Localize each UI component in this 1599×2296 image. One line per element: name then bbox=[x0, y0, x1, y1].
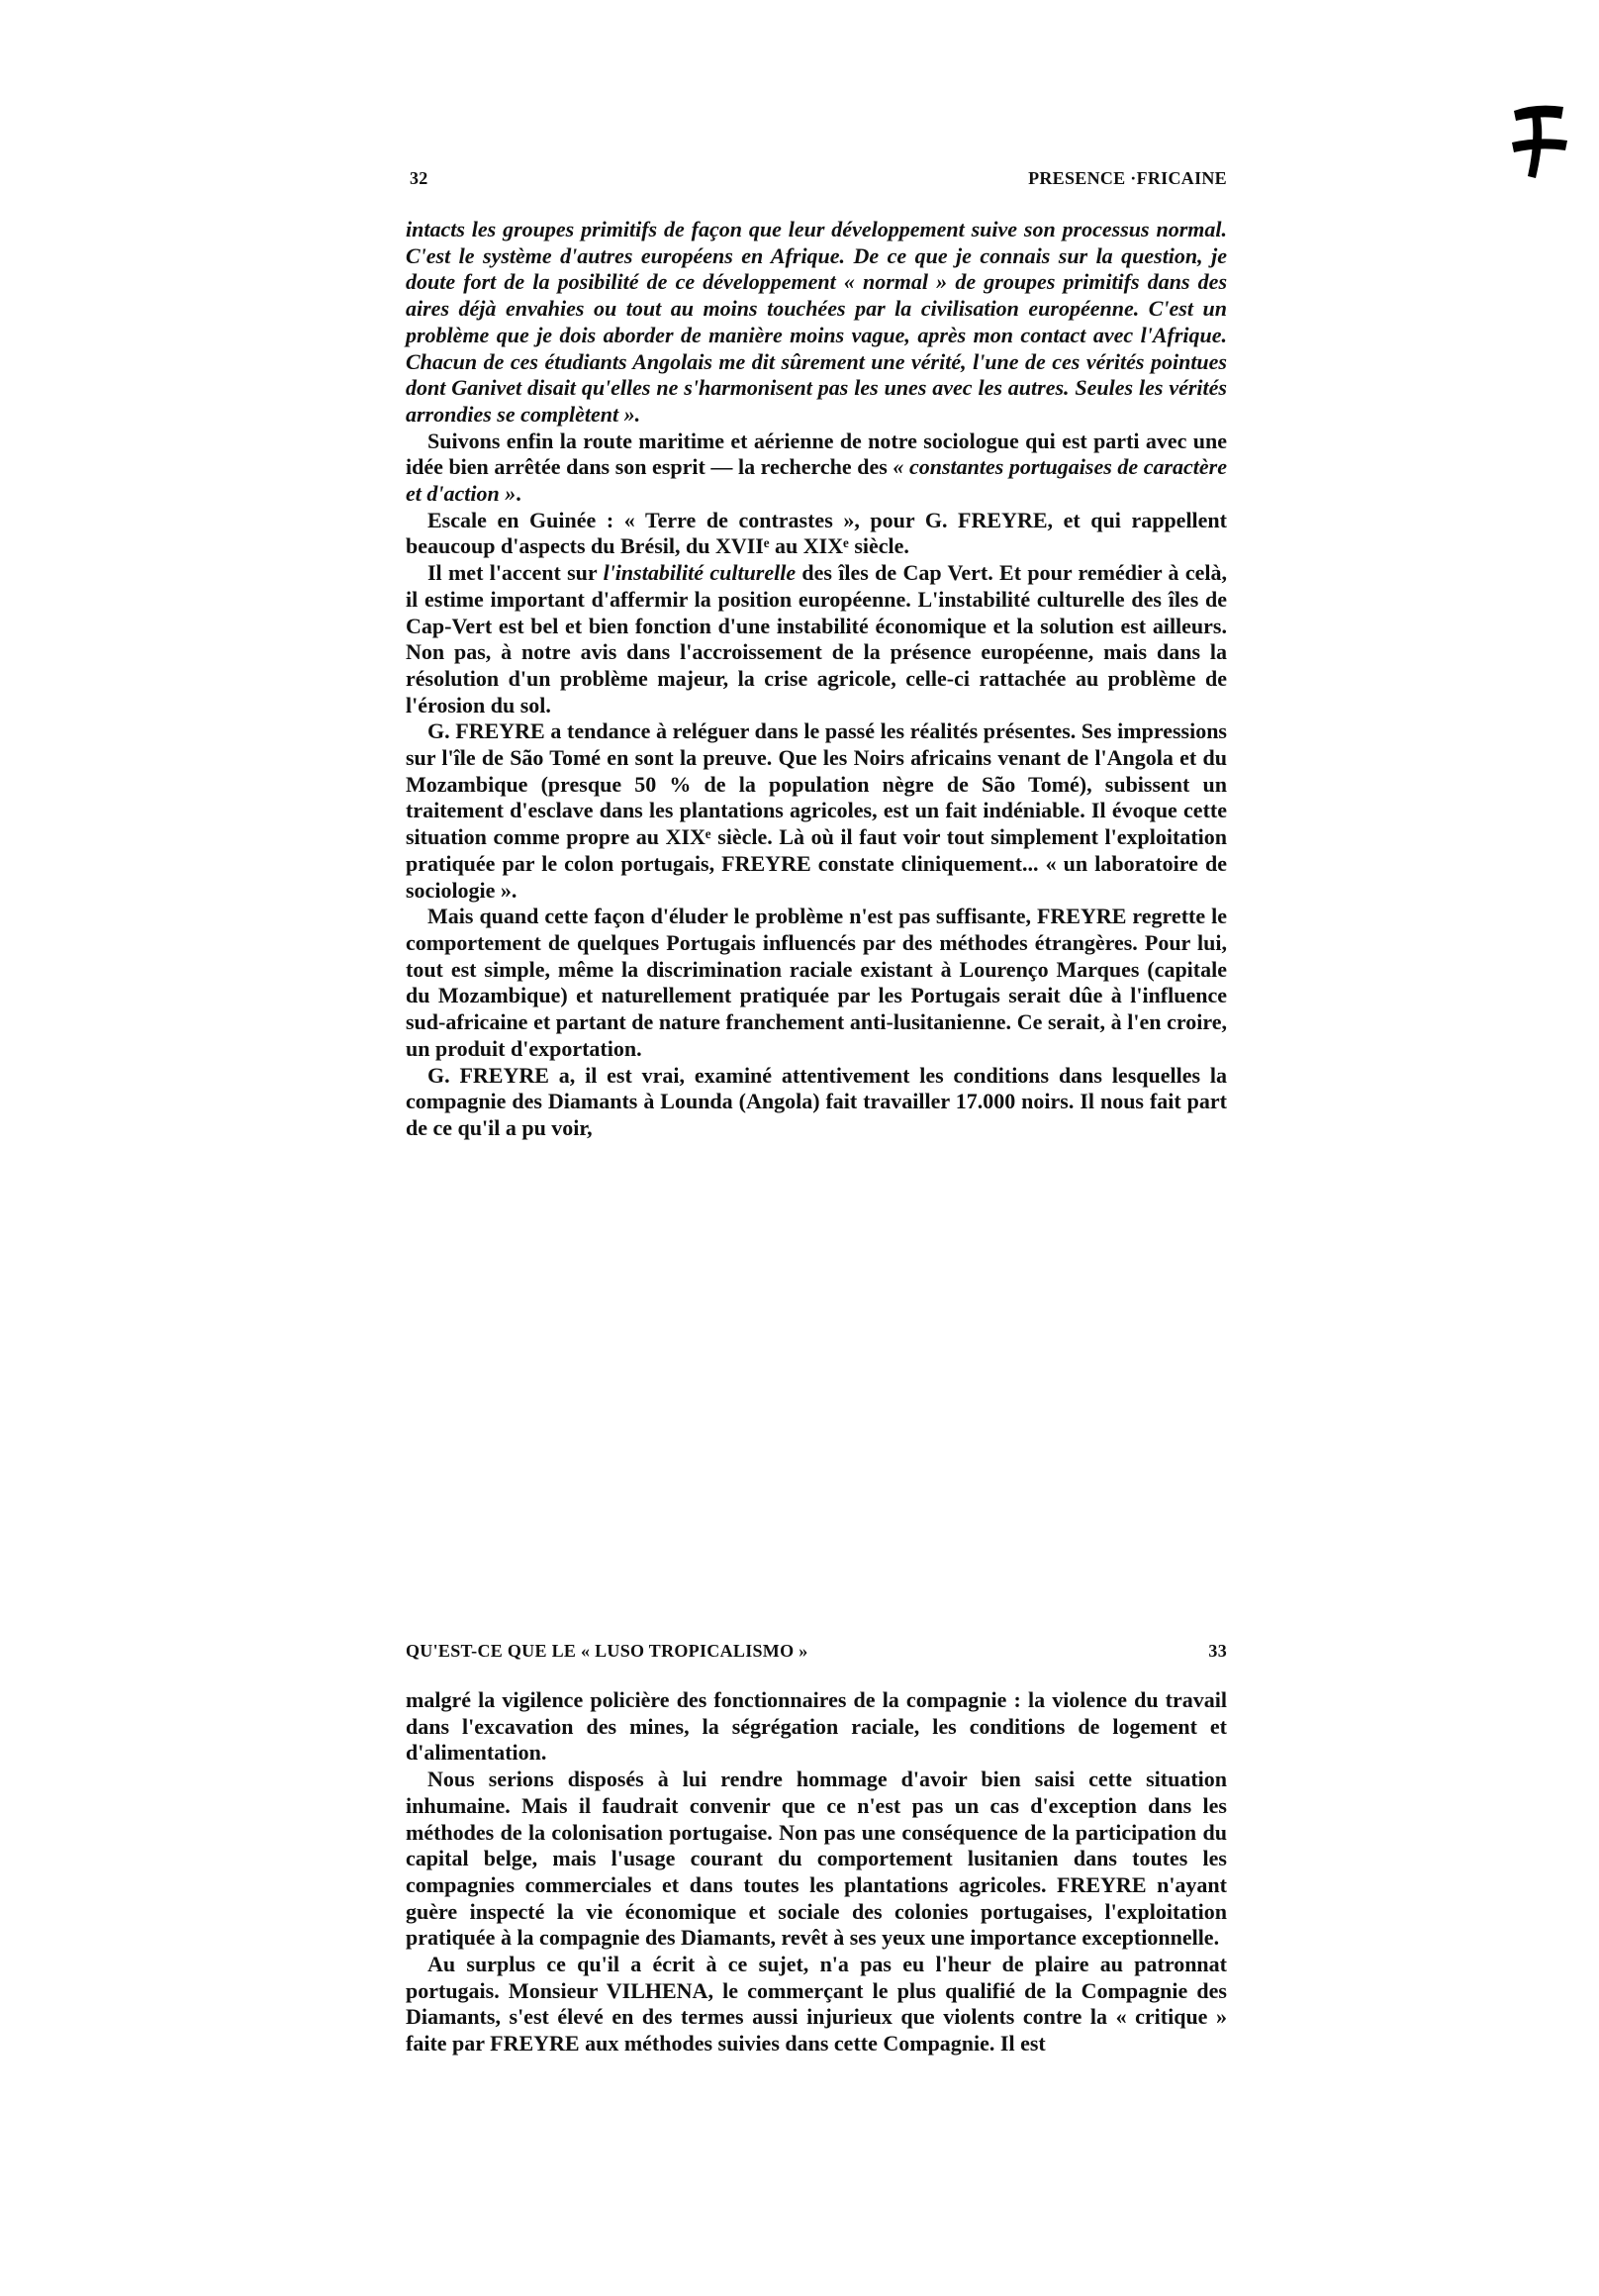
page-32 bbox=[406, 168, 1227, 1142]
handwritten-numeral-mark bbox=[1506, 97, 1571, 182]
running-header bbox=[406, 168, 1227, 189]
paragraph bbox=[406, 718, 1227, 904]
emphasis-text: « constantes portugaises de caractère et d'action » bbox=[406, 454, 1227, 507]
paragraph-text: Escale en Guinée : « Terre de contrastes », pour G. FREYRE, et qui rappellent beaucoup d'aspects du Brésil, du XVIIᵉ au XIXᵉ siècle. bbox=[406, 507, 1227, 559]
paragraph-text: Nous serions disposés à lui rendre hommage d'avoir bien saisi cette situation inhumaine. Mais il faudrait convenir que ce n'est pas un cas d'exception dans les méthodes de la colonisation portugaise. Non pas une conséquence de la participation du capital belge, mais l'usage courant du comportement lusitanien dans toutes les compagnies commerciales et dans toutes les plantations agricoles. FREYRE n'ayant guère inspecté la vie économique et sociale des colonies portugaises, l'exploitation pratiquée à la compagnie des Diamants, revêt à ses yeux une importance exceptionnelle. bbox=[406, 1767, 1227, 1951]
paragraph-text: intacts les groupes primitifs de façon que leur développement suive son processus normal. C'est le système d'autres européens en Afrique. De ce que je connais sur la question, je doute fort de la posibilité de ce développement « normal » de groupes primitifs dans des aires déjà envahies ou tout au moins touchées par la civilisation européenne. C'est un problème que je dois aborder de manière moins vague, après mon contact avec l'Afrique. Chacun de ces étudiants Angolais me dit sûrement une vérité, l'une de ces vérités pointues dont Ganivet disait qu'elles ne s'harmonisent pas les unes avec les autres. Seules les vérités arrondies se complètent ». bbox=[406, 217, 1227, 427]
paragraph-text: des îles de Cap Vert. Et pour remédier à celà, il estime important d'affermir la position européenne. L'instabilité culturelle des îles de Cap-Vert est bel et bien fonction d'une instabilité économique et la solution est ailleurs. Non pas, à notre avis dans l'accroissement de la présence européenne, mais dans la résolution d'un problème majeur, la crise agricole, celle-ci rattachée au problème de l'érosion du sol. bbox=[406, 560, 1227, 718]
paragraph-text: Au surplus ce qu'il a écrit à ce sujet, n'a pas eu l'heur de plaire au patronnat portugais. Monsieur VILHENA, le commerçant le plus qualifié de la Compagnie des Diamants, s'est élevé en des termes aussi injurieux que violents contre la « critique » faite par FREYRE aux méthodes suivies dans cette Compagnie. Il est bbox=[406, 1952, 1227, 2057]
paragraph-text: malgré la vigilence policière des fonctionnaires de la compagnie : la violence du travail dans l'excavation des mines, la ségrégation raciale, les conditions de logement et d'alimentation. bbox=[406, 1687, 1227, 1766]
running-header bbox=[406, 1641, 1227, 1662]
emphasis-text: l'instabilité culturelle bbox=[603, 560, 797, 586]
paragraph bbox=[406, 904, 1227, 1062]
paragraph bbox=[406, 1063, 1227, 1142]
paragraph-text: G. FREYRE a tendance à reléguer dans le passé les réalités présentes. Ses impressions sur l'île de São Tomé en sont la preuve. Que les Noirs africains venant de l'Angola et du Mozambique (presque 50 % de la population nègre de São Tomé), subissent un traitement d'esclave dans les plantations agricoles, est un fait indéniable. Il évoque cette situation comme propre au XIXᵉ siècle. Là où il faut voir tout simplement l'exploitation pratiquée par le colon portugais, FREYRE constate cliniquement... « un laboratoire de sociologie ». bbox=[406, 718, 1227, 903]
paragraph-text: Suivons enfin la route maritime et aérienne de notre sociologue qui est parti avec une idée bien arrêtée dans son esprit — la recherche des bbox=[406, 428, 1227, 480]
paragraph bbox=[406, 508, 1227, 560]
page-number: 32 bbox=[410, 168, 428, 188]
paragraph-text: . bbox=[516, 481, 521, 507]
paragraph bbox=[406, 560, 1227, 718]
page-number: 33 bbox=[1208, 1641, 1227, 1661]
paragraph-text: Mais quand cette façon d'éluder le problème n'est pas suffisante, FREYRE regrette le comportement de quelques Portugais influencés par des méthodes étrangères. Pour lui, tout est simple, même la discrimination raciale existant à Lourenço Marques (capitale du Mozambique) et naturellement pratiquée par les Portugais serait dûe à l'influence sud-africaine et partant de nature franchement anti-lusitanienne. Ce serait, à l'en croire, un produit d'exportation. bbox=[406, 904, 1227, 1061]
paragraph bbox=[406, 1952, 1227, 2057]
running-title: PRESENCE ·FRICAINE bbox=[1028, 168, 1227, 188]
paragraph-text: G. FREYRE a, il est vrai, examiné attentivement les conditions dans lesquelles la compagnie des Diamants à Lounda (Angola) fait travailler 17.000 noirs. Il nous fait part de ce qu'il a pu voir, bbox=[406, 1062, 1227, 1140]
paragraph bbox=[406, 429, 1227, 508]
paragraph bbox=[406, 1767, 1227, 1952]
running-title: QU'EST-CE QUE LE « LUSO TROPICALISMO » bbox=[406, 1641, 808, 1661]
paragraph bbox=[406, 1687, 1227, 1767]
page-33 bbox=[406, 1641, 1227, 2057]
paragraph bbox=[406, 217, 1227, 429]
paragraph-text: Il met l'accent sur bbox=[427, 560, 604, 586]
